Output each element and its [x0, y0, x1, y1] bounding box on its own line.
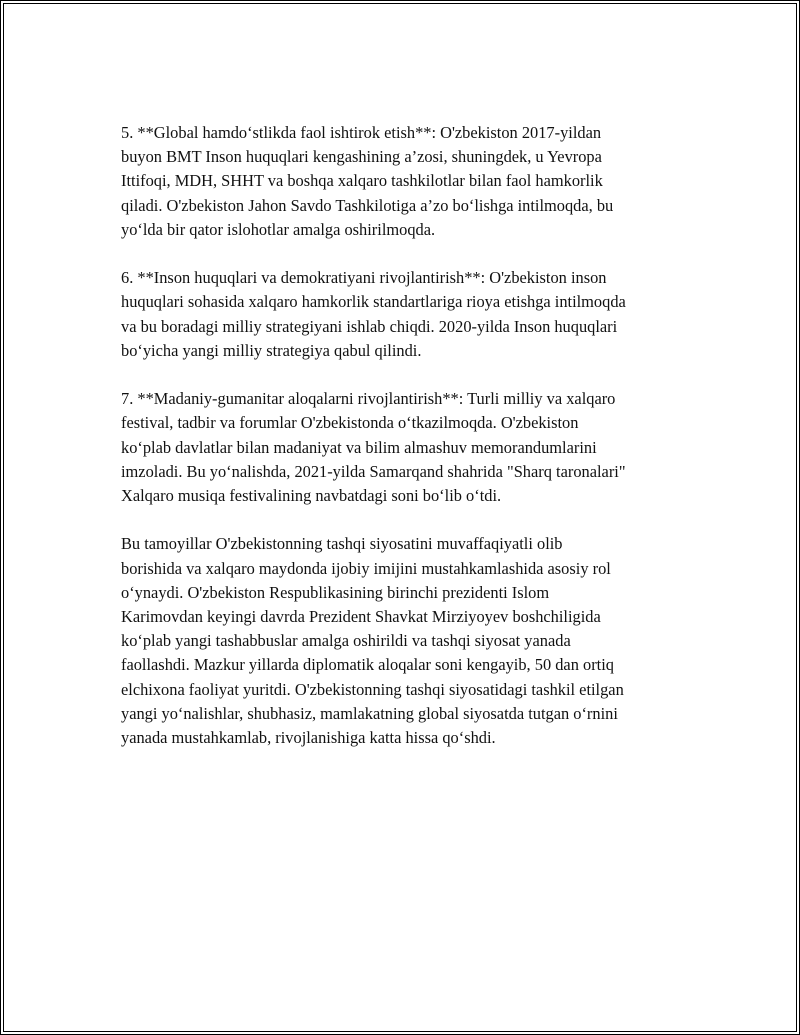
text-line: 7. **Madaniy-gumanitar aloqalarni rivojlantirish**: Turli milliy va xalqaro — [121, 389, 616, 409]
text-line: borishida va xalqaro maydonda ijobiy imijini mustahkamlashida asosiy rol — [121, 558, 611, 578]
text-line: 6. **Inson huquqlari va demokratiyani rivojlantirish**: O'zbekiston inson — [121, 268, 607, 288]
text-line: yo‘lda bir qator islohotlar amalga oshirilmoqda. — [121, 219, 436, 239]
paragraph-global-cooperation — [121, 121, 691, 242]
text-line: faollashdi. Mazkur yillarda diplomatik aloqalar soni kengayib, 50 dan ortiq — [121, 655, 614, 675]
document-body — [121, 121, 691, 774]
text-line: Ittifoqi, MDH, SHHT va boshqa xalqaro tashkilotlar bilan faol hamkorlik — [121, 171, 603, 191]
text-line: elchixona faoliyat yuritdi. O'zbekistonning tashqi siyosatidagi tashkil etilgan — [121, 679, 624, 699]
paragraph-human-rights — [121, 266, 691, 363]
text-line: imzoladi. Bu yo‘nalishda, 2021-yilda Samarqand shahrida "Sharq taronalari" — [121, 461, 626, 481]
text-line: huquqlari sohasida xalqaro hamkorlik standartlariga rioya etishga intilmoqda — [121, 292, 626, 312]
text-line: yanada mustahkamlab, rivojlanishiga katta hissa qo‘shdi. — [121, 728, 496, 748]
text-line: yangi yo‘nalishlar, shubhasiz, mamlakatning global siyosatda tutgan o‘rnini — [121, 703, 618, 723]
text-line: Xalqaro musiqa festivalining navbatdagi soni bo‘lib o‘tdi. — [121, 486, 502, 506]
text-line: o‘ynaydi. O'zbekiston Respublikasining birinchi prezidenti Islom — [121, 582, 550, 602]
text-line: qiladi. O'zbekiston Jahon Savdo Tashkilotiga a’zo bo‘lishga intilmoqda, bu — [121, 195, 614, 215]
text-line: 5. **Global hamdo‘stlikda faol ishtirok etish**: O'zbekiston 2017-yildan — [121, 123, 602, 142]
text-line: Bu tamoyillar O'zbekistonning tashqi siyosatini muvaffaqiyatli olib — [121, 534, 563, 554]
text-line: ko‘plab yangi tashabbuslar amalga oshirildi va tashqi siyosat yanada — [121, 631, 571, 651]
text-line: Karimovdan keyingi davrda Prezident Shavkat Mirziyoyev boshchiligida — [121, 607, 601, 627]
text-line: bo‘yicha yangi milliy strategiya qabul qilindi. — [121, 340, 422, 360]
paragraph-conclusion — [121, 532, 691, 750]
text-line: buyon BMT Inson huquqlari kengashining a’zosi, shuningdek, u Yevropa — [121, 147, 602, 167]
text-line: festival, tadbir va forumlar O'zbekistonda o‘tkazilmoqda. O'zbekiston — [121, 413, 579, 433]
text-line: va bu boradagi milliy strategiyani ishlab chiqdi. 2020-yilda Inson huquqlari — [121, 316, 618, 336]
paragraph-cultural-relations — [121, 387, 691, 508]
text-line: ko‘plab davlatlar bilan madaniyat va bilim almashuv memorandumlarini — [121, 437, 597, 457]
